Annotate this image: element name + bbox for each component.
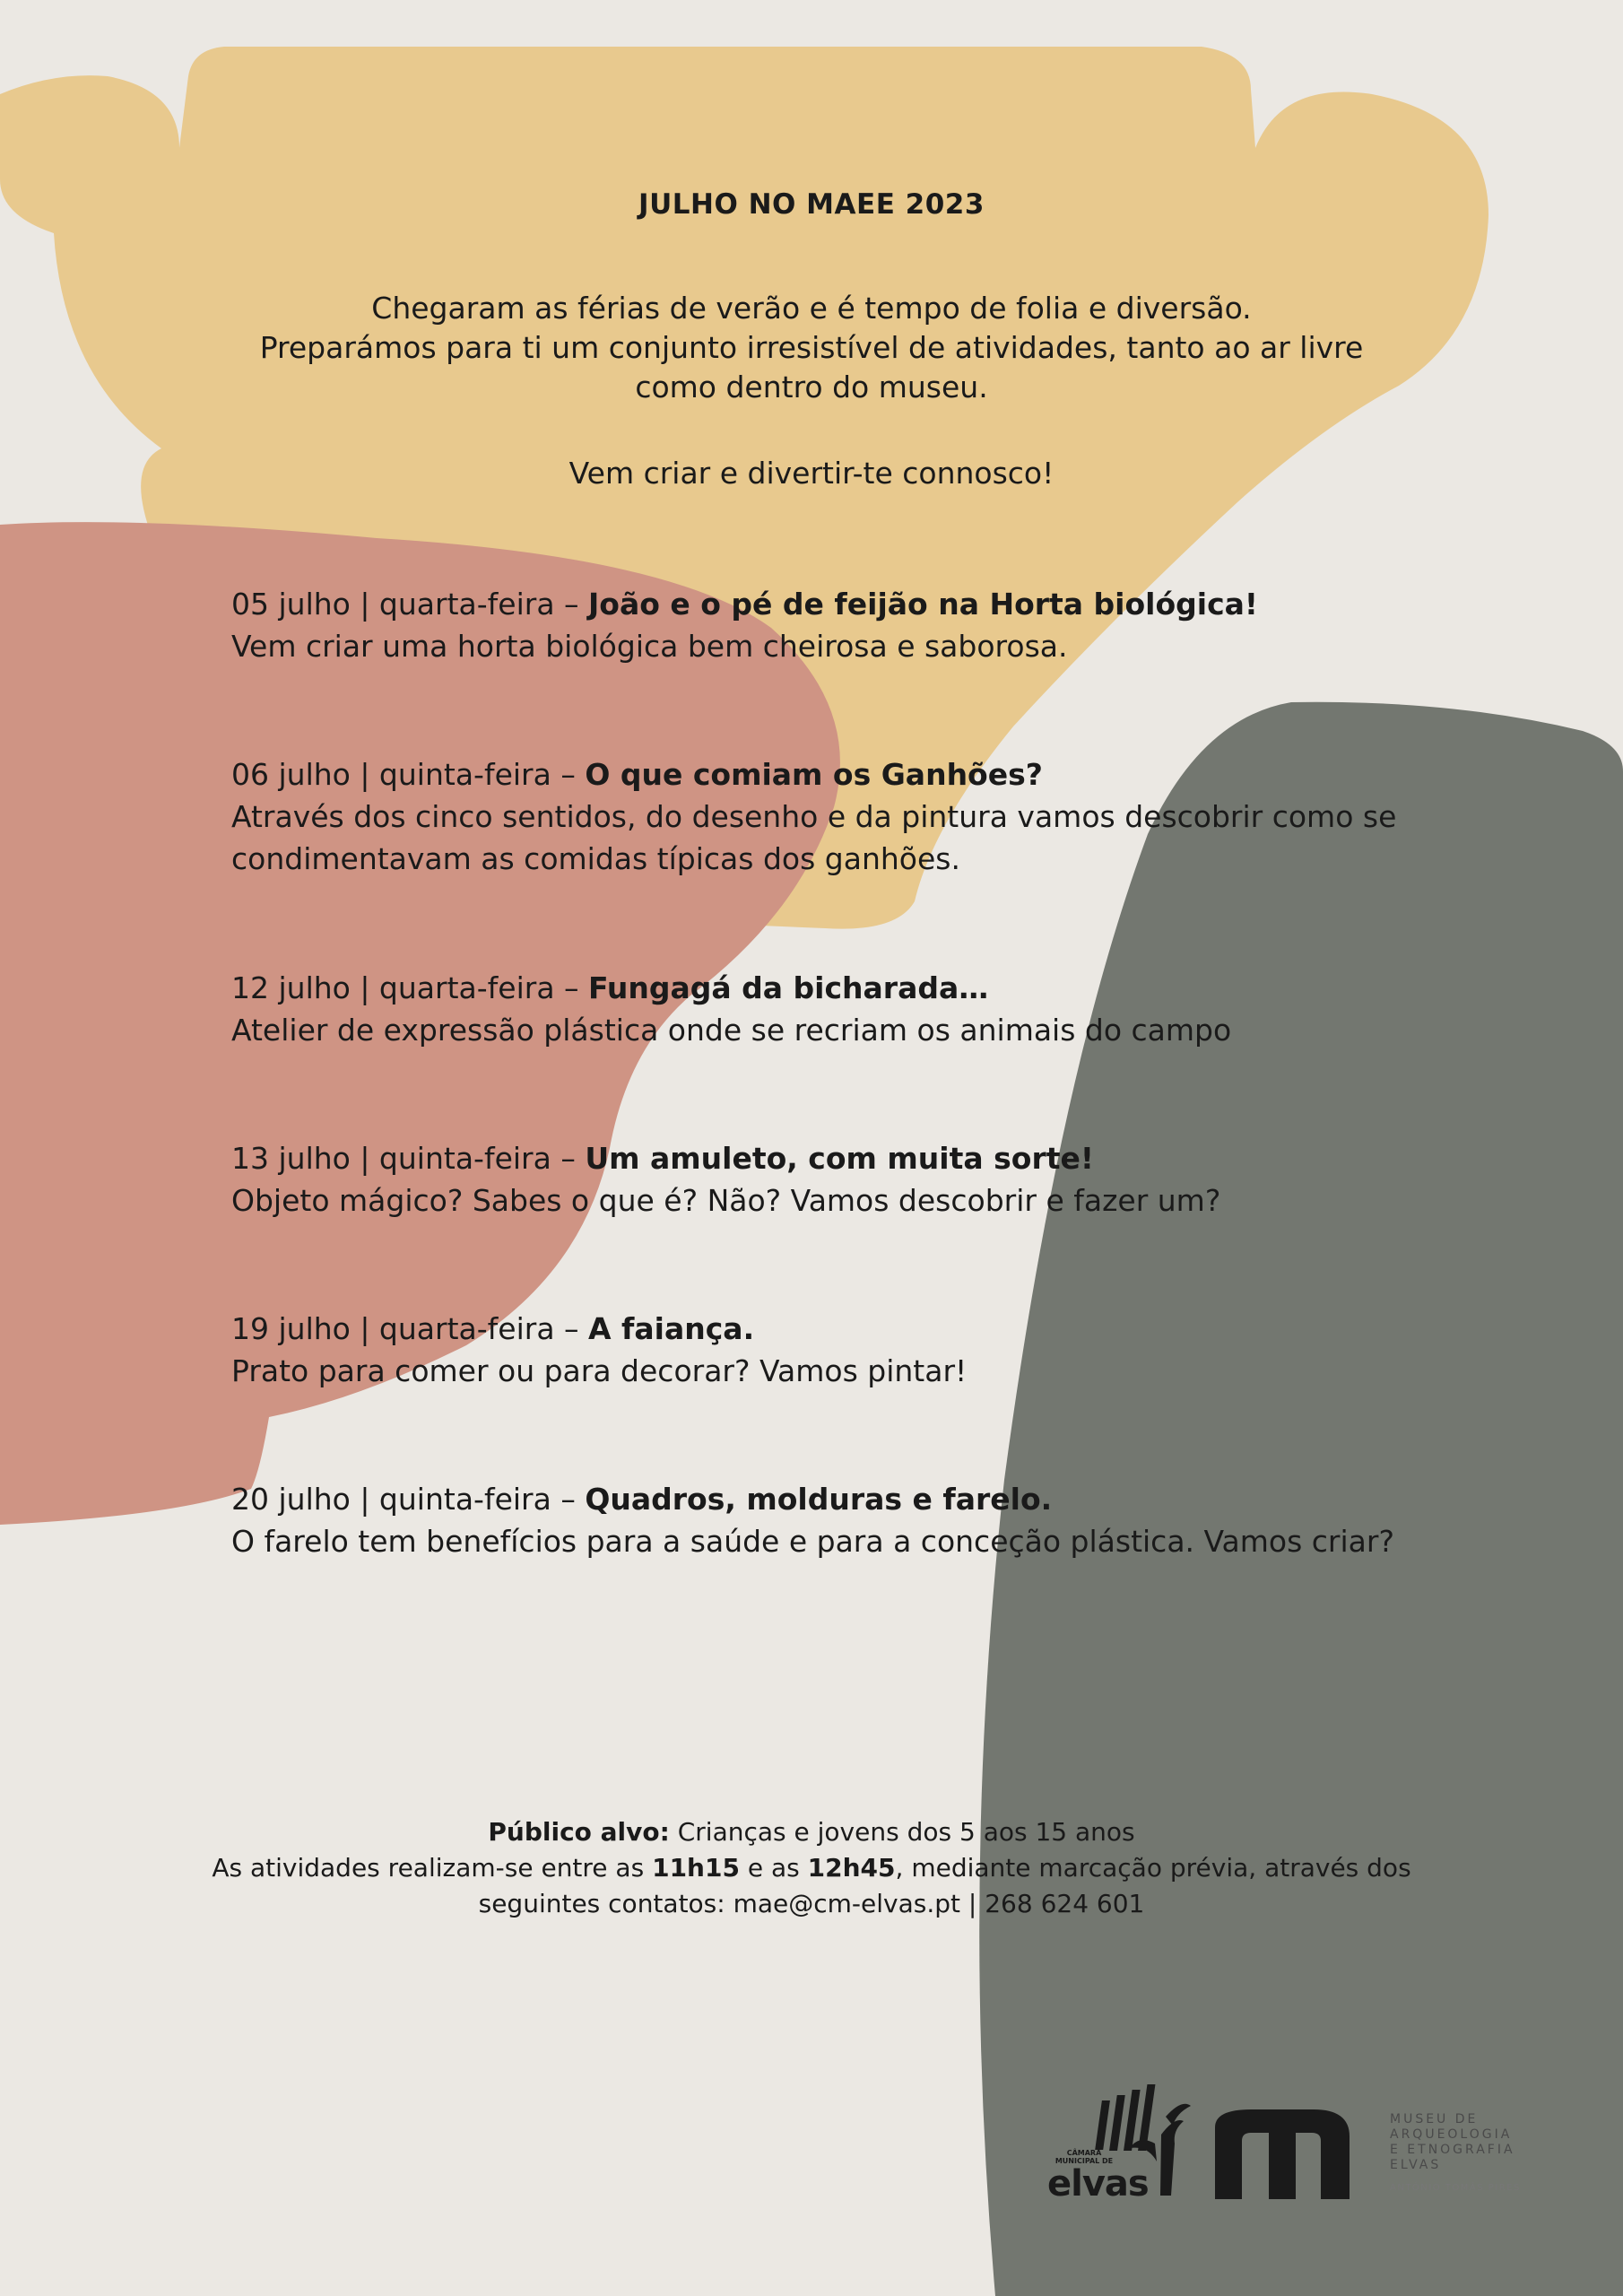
event-item: [231, 1478, 1397, 1562]
event-item: [231, 967, 1397, 1051]
event-item: [231, 1308, 1397, 1392]
museum-line: MUSEU DE: [1390, 2112, 1479, 2126]
event-date: 19 julho | quarta-feira –: [231, 1311, 589, 1346]
museum-line: ARQUEOLOGIA: [1390, 2127, 1513, 2142]
event-date: 05 julho | quarta-feira –: [231, 587, 589, 622]
audience-value: Crianças e jovens dos 5 aos 15 anos: [669, 1817, 1135, 1847]
museum-line: E ETNOGRAFIA: [1390, 2143, 1515, 2157]
event-title: Quadros, molduras e farelo.: [585, 1482, 1053, 1517]
time-end: 12h45: [807, 1853, 896, 1883]
intro-text: [229, 289, 1394, 493]
event-description: Vem criar uma horta biológica bem cheirosa e saborosa.: [231, 629, 1068, 664]
event-date: 20 julho | quinta-feira –: [231, 1482, 586, 1517]
event-description: Prato para comer ou para decorar? Vamos pintar!: [231, 1353, 968, 1388]
event-headline: [231, 1482, 1052, 1517]
audience-line: [179, 1814, 1444, 1850]
event-title: A faiança.: [588, 1311, 755, 1346]
event-title: O que comiam os Ganhões?: [585, 757, 1043, 792]
schedule-prefix: As atividades realizam-se entre as: [212, 1853, 653, 1883]
event-description: O farelo tem benefícios para a saúde e para a conceção plástica. Vamos criar?: [231, 1524, 1394, 1559]
event-headline: [231, 1311, 754, 1346]
time-start: 11h15: [652, 1853, 740, 1883]
event-date: 13 julho | quinta-feira –: [231, 1141, 586, 1176]
museum-subtitle: ANTÓNIO TOMÁS PIRES: [1390, 2183, 1521, 2193]
museum-m-logo: [1215, 2109, 1350, 2199]
event-title: Fungagá da bicharada…: [588, 970, 989, 1005]
event-title: Um amuleto, com muita sorte!: [585, 1141, 1094, 1176]
logos: [1040, 2081, 1542, 2206]
event-date: 06 julho | quinta-feira –: [231, 757, 586, 792]
intro-line-1: Chegaram as férias de verão e é tempo de folia e diversão.: [371, 291, 1252, 326]
schedule-line: [179, 1850, 1444, 1922]
event-headline: [231, 1141, 1094, 1176]
event-headline: [231, 757, 1043, 792]
museum-line: ELVAS: [1390, 2158, 1442, 2172]
event-description: Objeto mágico? Sabes o que é? Não? Vamos descobrir e fazer um?: [231, 1183, 1221, 1218]
event-item: [231, 583, 1397, 667]
footer-info: [179, 1814, 1444, 1922]
event-item: [231, 1137, 1397, 1222]
event-headline: [231, 970, 988, 1005]
intro-cta: Vem criar e divertir-te connosco!: [568, 456, 1055, 491]
schedule-middle: e as: [739, 1853, 808, 1883]
event-description: Através dos cinco sentidos, do desenho e da pintura vamos descobrir como se condimentavam as comidas típicas dos ganhões.: [231, 799, 1397, 876]
museum-name: [1390, 2112, 1542, 2196]
event-headline: [231, 587, 1258, 622]
event-date: 12 julho | quarta-feira –: [231, 970, 589, 1005]
elvas-wordmark: elvas: [1047, 2163, 1149, 2205]
intro-line-2: Preparámos para ti um conjunto irresistível de atividades, tanto ao ar livre como dentro do museu.: [259, 330, 1364, 404]
event-description: Atelier de expressão plástica onde se recriam os animais do campo: [231, 1013, 1232, 1048]
schedule-suffix: , mediante marcação prévia, através dos seguintes contatos: mae@cm-elvas.pt | 268 624 601: [478, 1853, 1411, 1918]
elvas-small-caption: CÂMARA MUNICIPAL DE: [1055, 2149, 1114, 2165]
audience-label: Público alvo:: [488, 1817, 670, 1847]
event-item: [231, 753, 1397, 880]
event-title: João e o pé de feijão na Horta biológica!: [588, 587, 1258, 622]
page-title: JULHO NO MAEE 2023: [638, 188, 985, 221]
